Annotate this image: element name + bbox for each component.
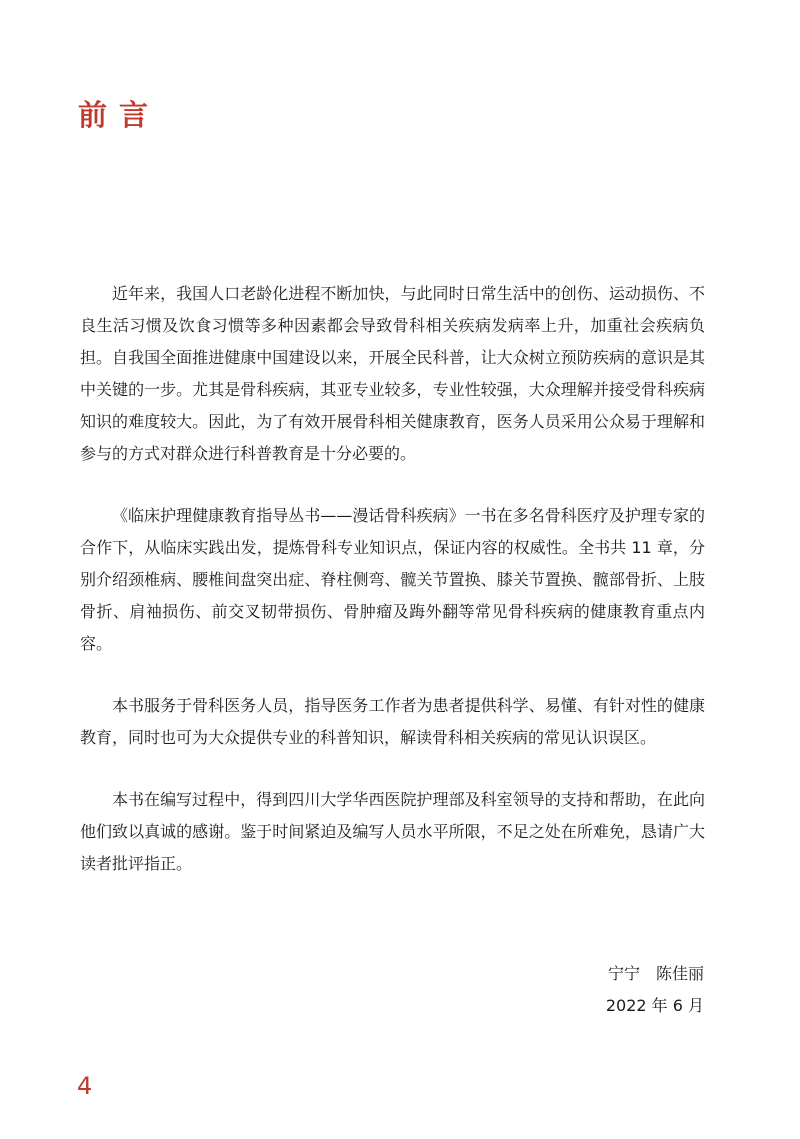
preface-body [80,278,705,910]
paragraph-2: 《临床护理健康教育指导丛书——漫话骨科疾病》一书在多名骨科医疗及护理专家的合作下，从临床实践出发，提炼骨科专业知识点，保证内容的权威性。全书共 11 章，分别介绍颈椎病、腰椎间盘突出症、脊柱侧弯、髋关节置换、膝关节置换、髋部骨折、上肢骨折、肩袖损伤、前交叉韧带损伤、骨肿瘤及踇外翻等常见骨科疾病的健康教育重点内容。 [80,506,705,653]
paragraph-4: 本书在编写过程中，得到四川大学华西医院护理部及科室领导的支持和帮助，在此向他们致以真诚的感谢。鉴于时间紧迫及编写人员水平所限，不足之处在所难免，恳请广大读者批评指正。 [80,790,705,873]
paragraph-3: 本书服务于骨科医务人员，指导医务工作者为患者提供科学、易懂、有针对性的健康教育，同时也可为大众提供专业的科普知识，解读骨科相关疾病的常见认识误区。 [80,696,705,747]
signature-authors: 宁宁 陈佳丽 [607,964,704,983]
signature-block [606,958,704,1022]
page-title: 前言 [78,98,161,132]
paragraph-1: 近年来，我国人口老龄化进程不断加快，与此同时日常生活中的创伤、运动损伤、不良生活习惯及饮食习惯等多种因素都会导致骨科相关疾病发病率上升，加重社会疾病负担。自我国全面推进健康中国建设以来，开展全民科普，让大众树立预防疾病的意识是其中关键的一步。尤其是骨科疾病，其亚专业较多，专业性较强，大众理解并接受骨科疾病知识的难度较大。因此，为了有效开展骨科相关健康教育，医务人员采用公众易于理解和参与的方式对群众进行科普教育是十分必要的。 [80,284,705,463]
page-number: 4 [77,1072,93,1100]
signature-date: 2022 年 6 月 [605,996,704,1015]
